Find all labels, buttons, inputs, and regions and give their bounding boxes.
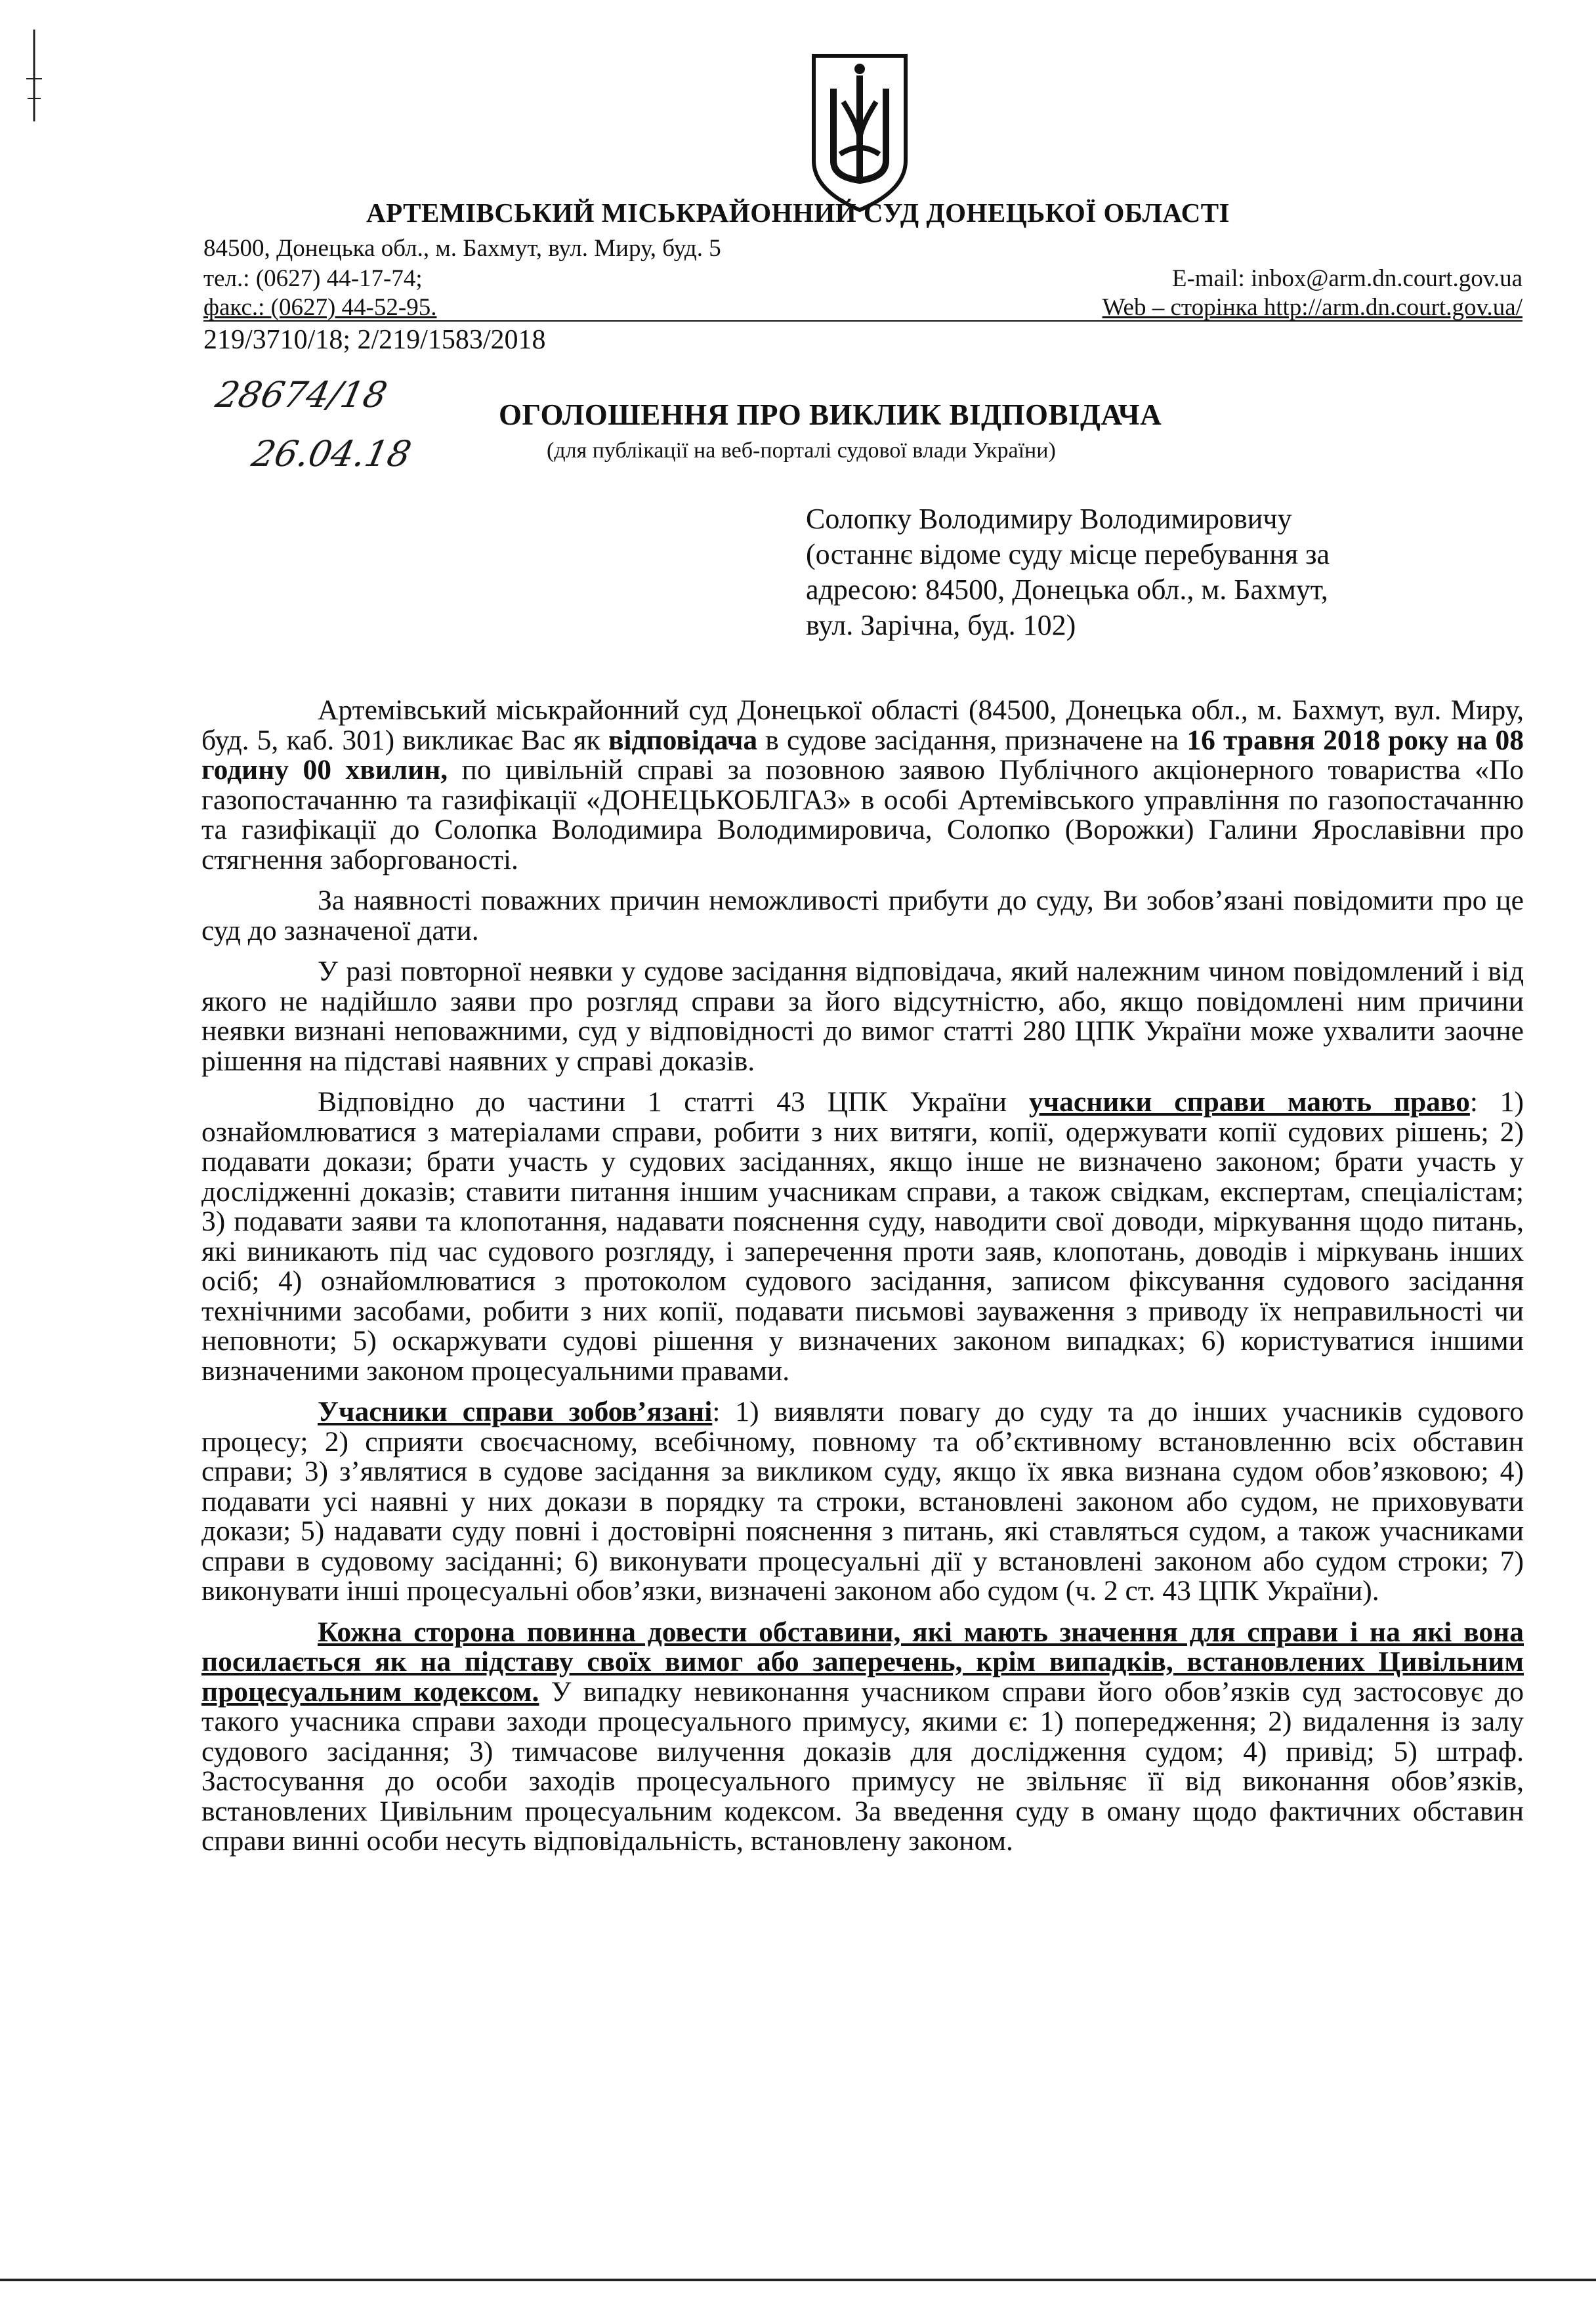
scan-bottom-edge — [0, 2279, 1596, 2281]
paragraph-summons — [201, 696, 1524, 875]
paragraph-notify: За наявності поважних причин неможливості прибути до суду, Ви зобов’язані повідомити про це суд до зазначеної дати. — [201, 885, 1524, 946]
court-name: АРТЕМІВСЬКИЙ МІСЬКРАЙОННИЙ СУД ДОНЕЦЬКОЇ ОБЛАСТІ — [366, 198, 1230, 228]
handwritten-registration-number: 28674/18 — [212, 374, 391, 415]
handwritten-date: 26.04.18 — [248, 433, 415, 474]
addressee-line: (останнє відоме суду місце перебування за — [806, 538, 1330, 570]
notice-body — [201, 696, 1524, 1857]
court-website-link[interactable]: Web – сторінка http://arm.dn.court.gov.ua/ — [1102, 294, 1522, 321]
court-phone: тел.: (0627) 44-17-74; — [203, 265, 423, 292]
court-fax: факс.: (0627) 44-52-95. — [203, 294, 437, 321]
paragraph-text: : 1) виявляти повагу до суду та до інших учасників судового процесу; 2) сприяти своєчасному, всебічному, повному та об’єктивному встановленню всіх обставин справи; 3) з’являтися в судове засідання за викликом суду, якщо їх явка визнана судом обов’язковою; 4) подавати усі наявні у них докази в порядку та строки, встановлені законом або судом, не приховувати докази; 5) надавати суду повні і достовірні пояснення з питань, які ставляться судом, а також учасниками справи в судовому засіданні; 6) виконувати процесуальні дії у встановлені законом або судом строки; 7) виконувати інші процесуальні обов’язки, визначені законом або судом (ч. 2 ст. 43 ЦПК України). — [201, 1396, 1524, 1607]
paragraph-rights — [201, 1087, 1524, 1386]
paragraph-burden-of-proof — [201, 1618, 1524, 1857]
underlined-heading: учасники справи мають право — [1028, 1086, 1470, 1118]
hearing-date: 16 травня 2018 року на 08 годину 00 хвилин, — [201, 724, 1524, 786]
paragraph-obligations — [201, 1397, 1524, 1607]
coat-of-arms-icon — [807, 49, 912, 213]
addressee-block — [806, 501, 1330, 643]
header-divider — [203, 320, 1522, 322]
addressee-line: вул. Зарічна, буд. 102) — [806, 609, 1076, 641]
addressee-line: адресою: 84500, Донецька обл., м. Бахмут, — [806, 574, 1328, 606]
underlined-heading: Учасники справи зобов’язані — [318, 1396, 713, 1427]
addressee-name: Солопку Володимиру Володимировичу — [806, 503, 1292, 535]
paragraph-text: Відповідно до частини 1 статті 43 ЦПК України — [318, 1086, 1029, 1118]
paragraph-text: по цивільній справі за позовною заявою Публічного акціонерного товариства «По газопостачанню та газифікації «ДОНЕЦЬКОБЛГАЗ» в особі Артемівського управління по газопостачанню та газифікації до Солопка Володимира Володимировича, Солопко (Ворожки) Галини Ярославівни про стягнення заборгованості. — [201, 754, 1524, 875]
bold-text: відповідача — [608, 724, 758, 756]
underlined-heading: Кожна сторона повинна довести обставини, які мають значення для справи і на які вона посилається як на підставу своїх вимог або заперечень, крім випадків, встановлених Цивільним процесуальним кодексом. — [201, 1616, 1524, 1708]
document-title: ОГОЛОШЕННЯ ПРО ВИКЛИК ВІДПОВІДАЧА — [499, 398, 1162, 431]
paragraph-default-judgment: У разі повторної неявки у судове засідання відповідача, який належним чином повідомлений і від якого не надійшло заяви про розгляд справи за його відсутністю, або, якщо повідомлені ним причини неявки визнані неповажними, суд у відповідності до вимог статті 280 ЦПК України може ухвалити заочне рішення на підставі наявних у справі доказів. — [201, 956, 1524, 1077]
case-numbers: 219/3710/18; 2/219/1583/2018 — [203, 325, 546, 355]
margin-punch-mark — [20, 26, 46, 125]
paragraph-text: : 1) ознайомлюватися з матеріалами справи, робити з них витяги, копії, одержувати копії судових рішень; 2) подавати докази; брати участь у судових засіданнях, якщо інше не визначено законом; брати участь у дослідженні доказів; ставити питання іншим учасникам справи, а також свідкам, експертам, спеціалістам; 3) подавати заяви та клопотання, надавати пояснення суду, наводити свої доводи, міркування щодо питань, які виникають під час судового розгляду, і заперечення проти заяв, клопотань, доводів і міркувань інших осіб; 4) ознайомлюватися з протоколом судового засідання, записом фіксування судового засідання технічними засобами, робити з них копії, подавати письмові зауваження з приводу їх неправильності чи неповноти; 5) оскаржувати судові рішення у визначених законом випадках; 6) користуватися іншими визначеними законом процесуальними правами. — [201, 1086, 1524, 1387]
paragraph-text: У випадку невиконання учасником справи його обов’язків суд застосовує до такого учасника справи заходи процесуального примусу, якими є: 1) попередження; 2) видалення із залу судового засідання; 3) тимчасове вилучення доказів для дослідження судом; 4) привід; 5) штраф. Застосування до особи заходів процесуального примусу не звільняє її від виконання обов’язків, встановлених Цивільним процесуальним кодексом. За введення суду в оману щодо фактичних обставин справи винні особи несуть відповідальність, встановлену законом. — [201, 1675, 1524, 1857]
paragraph-text: Артемівський міськрайонний суд Донецької області (84500, Донецька обл., м. Бахмут, вул. Миру, буд. 5, каб. 301) викликає Вас як — [201, 694, 1524, 756]
paragraph-text: в судове засідання, призначене на — [757, 724, 1187, 756]
court-address: 84500, Донецька обл., м. Бахмут, вул. Миру, буд. 5 — [203, 235, 721, 262]
court-email-link[interactable]: E-mail: inbox@arm.dn.court.gov.ua — [1171, 265, 1522, 292]
document-subtitle: (для публікації на веб-порталі судової влади України) — [547, 438, 1056, 463]
